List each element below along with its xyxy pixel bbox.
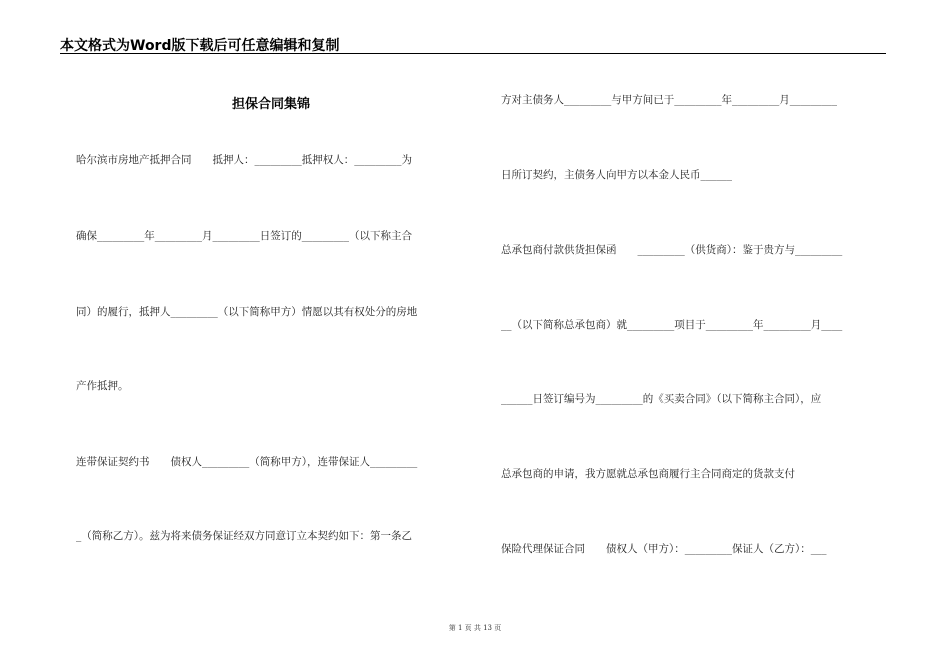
text-line: 日所订契约，主债务人向甲方以本金人民币______: [501, 169, 732, 181]
text-line: _（简称乙方）。兹为将来债务保证经双方同意订立本契约如下：第一条乙: [76, 530, 412, 542]
text-line: 总承包商的申请，我方愿就总承包商履行主合同商定的货款支付: [501, 468, 795, 480]
text-line: 产作抵押。: [76, 380, 129, 392]
text-line: ______日签订编号为_________的《买卖合同》（以下简称主合同），应: [501, 393, 822, 405]
text-line: 同）的履行，抵押人_________（以下简称甲方）情愿以其有权处分的房地: [76, 306, 418, 318]
text-line: 连带保证契约书 债权人_________（简称甲方），连带保证人_________: [76, 456, 418, 468]
header-title: 本文格式为Word版下载后可任意编辑和复制: [60, 38, 340, 54]
page-header: [60, 35, 886, 54]
text-line: 哈尔滨市房地产抵押合同 抵押人：_________抵押权人：_________为: [76, 154, 412, 166]
text-line: 确保_________年_________月_________日签订的_________（以下称主合: [76, 230, 412, 242]
text-line: 方对主债务人_________与甲方间已于_________年_________月_________: [501, 94, 837, 106]
text-line: 总承包商付款供货担保函 _________（供货商）：鉴于贵方与_________: [501, 244, 843, 256]
text-line: 保险代理保证合同 债权人（甲方）：_________保证人（乙方）：___: [501, 543, 827, 555]
text-line: __（以下简称总承包商）就_________项目于_________年_________月____: [501, 319, 843, 331]
document-title: 担保合同集锦: [231, 97, 310, 112]
page-number: 第 1 页 共 13 页: [448, 624, 502, 632]
